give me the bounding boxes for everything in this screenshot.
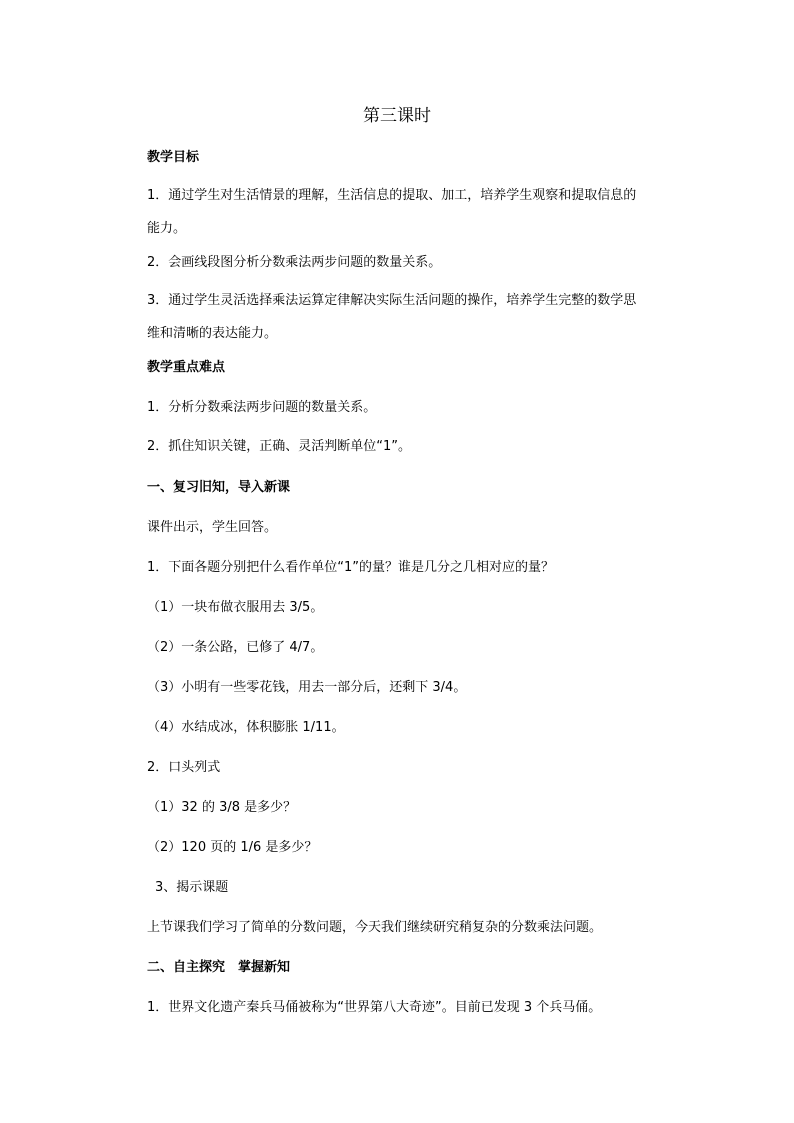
review-q2-item-1: （1）32 的 3/8 是多少？ xyxy=(147,800,297,815)
review-question-3: 3、揭示课题 xyxy=(155,880,229,895)
heading-key-points: 教学重点难点 xyxy=(147,360,226,375)
explore-question-1: 1．世界文化遗产秦兵马俑被称为“世界第八大奇迹”。目前已发现 3 个兵马俑。 xyxy=(147,1000,602,1015)
goal-item-1-line1: 1．通过学生对生活情景的理解，生活信息的提取、加工，培养学生观察和提取信息的 xyxy=(147,188,637,203)
review-intro: 课件出示，学生回答。 xyxy=(147,520,278,535)
review-q1-item-3: （3）小明有一些零花钱，用去一部分后，还剩下 3/4。 xyxy=(147,680,467,695)
goal-item-3-line2: 维和清晰的表达能力。 xyxy=(147,326,278,341)
keypoint-item-2: 2．抓住知识关键，正确、灵活判断单位“1”。 xyxy=(147,439,412,454)
review-q1-item-1: （1）一块布做衣服用去 3/5。 xyxy=(147,600,324,615)
keypoint-item-1: 1．分析分数乘法两步问题的数量关系。 xyxy=(147,400,377,415)
goal-item-1 xyxy=(119,186,679,238)
goal-item-3 xyxy=(119,291,679,343)
review-question-1: 1．下面各题分别把什么看作单位“1”的量？谁是几分之几相对应的量？ xyxy=(147,560,555,575)
heading-explore: 二、自主探究 掌握新知 xyxy=(147,960,291,975)
review-q1-item-2: （2）一条公路，已修了 4/7。 xyxy=(147,640,324,655)
goal-item-2: 2．会画线段图分析分数乘法两步问题的数量关系。 xyxy=(147,255,442,270)
review-summary: 上节课我们学习了简单的分数问题，今天我们继续研究稍复杂的分数乘法问题。 xyxy=(147,920,603,935)
goal-item-3-line1: 3．通过学生灵活选择乘法运算定律解决实际生活问题的操作，培养学生完整的数学思 xyxy=(147,293,637,308)
page-title: 第三课时 xyxy=(363,106,431,126)
heading-review: 一、复习旧知，导入新课 xyxy=(147,480,291,495)
goal-item-1-line2: 能力。 xyxy=(147,221,187,236)
review-q2-item-2: （2）120 页的 1/6 是多少？ xyxy=(147,840,318,855)
review-question-2: 2．口头列式 xyxy=(147,760,221,775)
review-q1-item-4: （4）水结成冰，体积膨胀 1/11。 xyxy=(147,720,345,735)
heading-teaching-goals: 教学目标 xyxy=(147,150,200,165)
